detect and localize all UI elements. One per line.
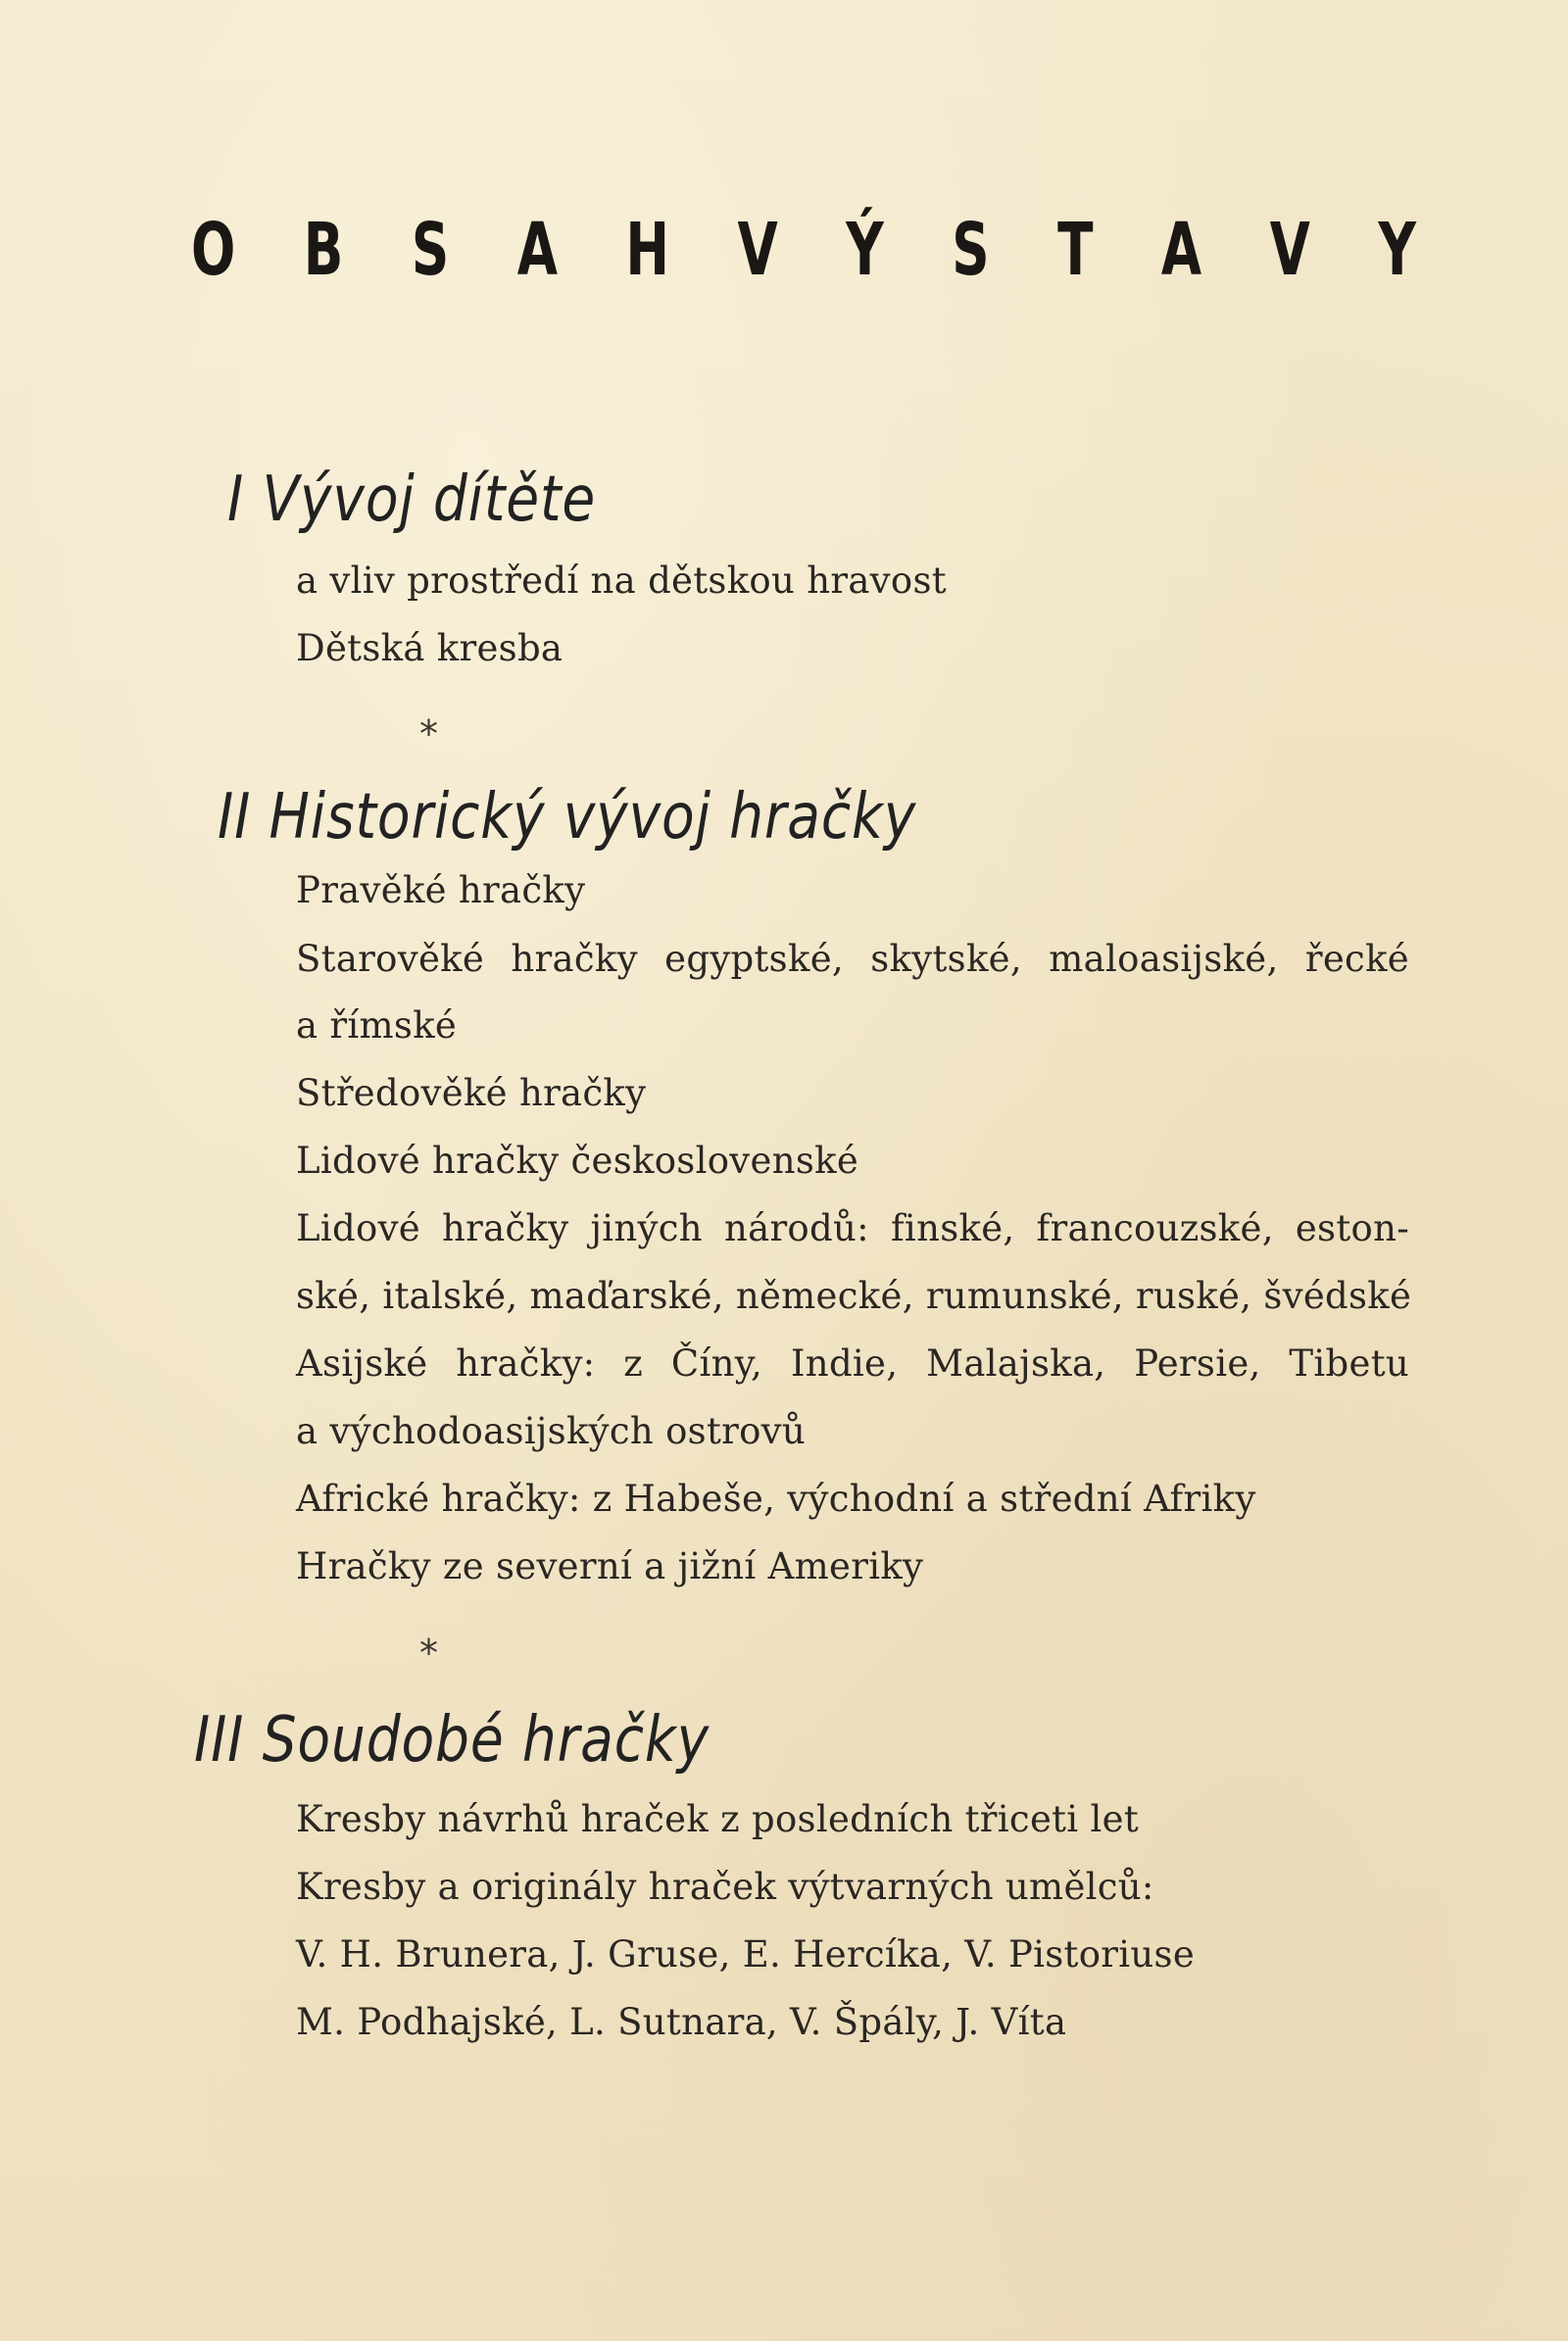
title-letter: S [411,208,450,292]
section-3-item-2: Kresby a originály hraček výtvarných umělců: [296,1866,1154,1908]
section-2-item-8: Asijské hračky: z Číny, Indie, Malajska, Persie, Tibetu [296,1342,1409,1385]
title-letter: H [625,208,670,292]
section-2-item-2: Starověké hračky egyptské, skytské, maloasijské, řecké [296,938,1409,980]
section-3-item-1: Kresby návrhů hraček z posledních třiceti let [296,1798,1140,1840]
section-heading-2: II Historický vývoj hračky [218,781,917,853]
section-2-item-6: Lidové hračky jiných národů: finské, francouzské, eston- [296,1207,1409,1249]
title-letter: S [952,208,990,292]
title-letter: A [516,208,558,292]
section-2-item-11: Hračky ze severní a jižní Ameriky [296,1545,924,1587]
section-2-item-5: Lidové hračky československé [296,1140,859,1182]
section-2-item-9: a východoasijských ostrovů [296,1410,807,1452]
title-letter: Ý [846,208,884,292]
section-1-item-2: Dětská kresba [296,627,564,669]
section-2-item-1: Pravěké hračky [296,869,586,911]
title-letter: V [1269,208,1310,292]
title-letter: V [737,208,778,292]
title-letter: O [191,208,236,292]
section-3-item-4: M. Podhajské, L. Sutnara, V. Špály, J. Víta [296,2001,1067,2043]
section-3-item-3: V. H. Brunera, J. Gruse, E. Hercíka, V. Pistoriuse [296,1933,1196,1975]
page-title [191,208,1416,292]
title-letter: Y [1378,208,1416,292]
title-letter: A [1160,208,1202,292]
section-heading-1: I Vývoj dítěte [227,463,597,536]
section-2-item-10: Africké hračky: z Habeše, východní a střední Afriky [296,1478,1256,1520]
title-letter: B [303,208,344,292]
section-2-item-4: Středověké hračky [296,1072,647,1114]
section-2-item-3: a římské [296,1004,458,1047]
section-heading-3: III Soudobé hračky [194,1704,710,1777]
separator-1: * [419,712,438,756]
title-letter: T [1057,208,1094,292]
section-2-item-7: ské, italské, maďarské, německé, rumunské, ruské, švédské [296,1275,1412,1317]
section-1-item-1: a vliv prostředí na dětskou hravost [296,560,947,602]
separator-2: * [419,1632,438,1675]
